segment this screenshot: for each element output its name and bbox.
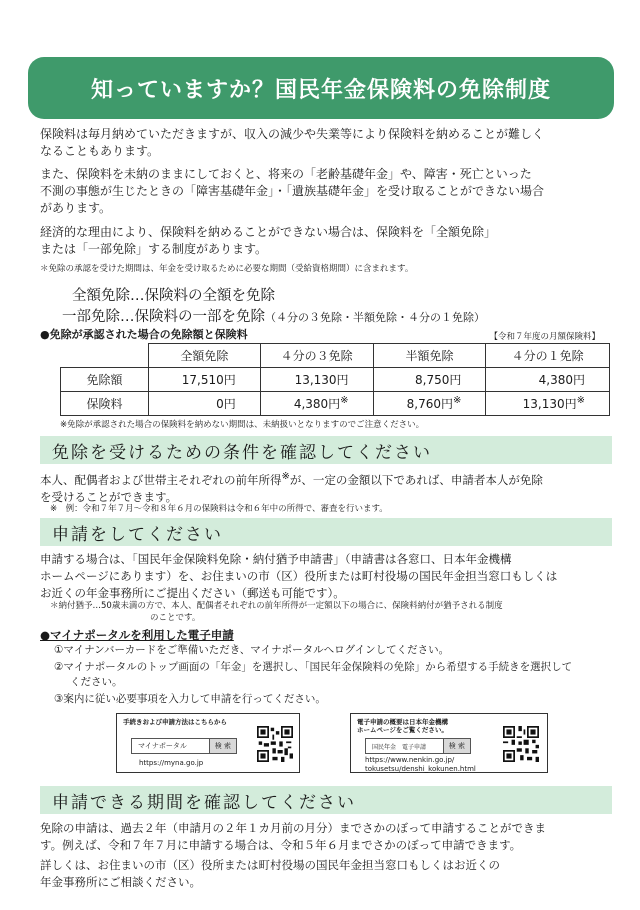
mynaportal-box-heading: 手続きおよび申請方法はこちらから	[123, 718, 227, 726]
column-header: 全額免除	[149, 344, 261, 368]
table-footnote: ※免除が承認された場合の保険料を納めない期間は、未納扱いとなりますのでご注意ください。	[60, 420, 425, 430]
nenkin-search-button[interactable]: 検 索	[443, 739, 470, 753]
table-corner	[61, 344, 149, 368]
full-exemption-line: 全額免除…保険料の全額を免除	[72, 288, 275, 304]
step-2-line2: ください。	[70, 676, 123, 688]
intro-p2-line1: また、保険料を未納のままにしておくと、将来の「老齢基礎年金」や、障害・死亡といった	[40, 167, 532, 181]
nenkin-search[interactable]	[365, 738, 471, 754]
conditions-mark: ※	[281, 471, 290, 482]
table-cell	[260, 368, 373, 392]
exemption-table	[60, 343, 610, 416]
table-row	[61, 392, 610, 416]
mynaportal-url[interactable]: https://myna.go.jp	[139, 759, 204, 767]
cell-value: 13,130円	[522, 397, 577, 411]
cell-value: 17,510円	[181, 373, 236, 387]
nenkin-box-heading-line2: ホームページをご覧ください。	[357, 726, 448, 734]
table-cell	[486, 392, 610, 416]
section-apply-title: 申請をしてください	[52, 524, 223, 545]
nenkin-search-text: 国民年金 電子申請	[372, 743, 427, 751]
page-title: 知っていますか？国民年金保険料の免除制度	[90, 77, 551, 103]
table-cell	[260, 392, 373, 416]
title-banner	[28, 57, 614, 119]
mynaportal-box	[116, 713, 300, 773]
qr-code-icon[interactable]	[257, 726, 293, 762]
apply-line2: ホームページにあります）を、お住まいの市（区）役所または町村役場の国民年金担当窓口もしくは	[40, 569, 558, 583]
section-apply-header	[40, 518, 612, 546]
intro-note: ＊免除の承認を受けた期間は、年金を受け取るために必要な期間（受給資格期間）に含まれます。	[40, 264, 414, 274]
conditions-paragraph	[40, 468, 610, 506]
section-conditions-title: 免除を受けるための条件を確認してください	[52, 442, 432, 463]
period-line2: す。例えば、令和７年７月に申請する場合は、令和５年６月までさかのぼって申請できます。	[40, 838, 522, 852]
conditions-line2: を受けることができます。	[40, 489, 178, 504]
intro-paragraph-3	[40, 224, 610, 258]
cell-value: 0円	[216, 397, 236, 411]
contact-paragraph	[40, 857, 610, 891]
table-cell	[373, 368, 486, 392]
table-row	[61, 368, 610, 392]
nenkin-box-heading	[357, 718, 448, 734]
section-period-title: 申請できる期間を確認してください	[52, 792, 356, 813]
table-cell	[149, 392, 261, 416]
period-line1: 免除の申請は、過去２年（申請月の２年１カ月前の月分）までさかのぼって申請することができま	[40, 821, 546, 835]
apply-paragraph	[40, 551, 610, 602]
cell-mark: ※	[452, 395, 462, 406]
apply-line1: 申請する場合は、「国民年金保険料免除・納付猶予申請書」（申請書は各窓口、日本年金機構	[40, 552, 512, 566]
mynaportal-heading: ●マイナポータルを利用した電子申請	[40, 628, 234, 642]
intro-paragraph-1	[40, 126, 610, 160]
nenkin-url-line1: https://www.nenkin.go.jp/	[365, 756, 455, 764]
cell-value: 13,130円	[294, 373, 349, 387]
partial-exemption-detail: （４分の３免除・半額免除・４分の１免除）	[265, 311, 485, 324]
nenkin-url-line2: tokusetsu/denshi_kokunen.html	[365, 765, 476, 773]
table-cell	[373, 392, 486, 416]
table-caption: 【令和７年度の月額保険料】	[489, 332, 600, 342]
partial-exemption-text: 一部免除…保険料の一部を免除	[62, 309, 265, 325]
column-header: ４分の１免除	[486, 344, 610, 368]
cell-value: 8,760円	[406, 397, 453, 411]
conditions-line1b: が、一定の金額以下であれば、申請者本人が免除	[289, 472, 543, 487]
conditions-line1	[40, 468, 610, 489]
step-2	[54, 660, 614, 690]
cell-mark: ※	[576, 395, 585, 406]
row-label: 免除額	[61, 368, 149, 392]
cell-value: 4,380円	[293, 397, 341, 411]
step-1: ①マイナンバーカードをご準備いただき、マイナポータルへログインしてください。	[54, 644, 450, 656]
qr-code-icon[interactable]	[503, 726, 539, 762]
contact-line1: 詳しくは、お住まいの市（区）役所または町村役場の国民年金担当窓口もしくはお近くの	[40, 858, 500, 872]
step-3: ③案内に従い必要事項を入力して申請を行ってください。	[54, 693, 326, 705]
step-2-line1: ②マイナポータルのトップ画面の「年金」を選択し、「国民年金保険料の免除」から希望する手続きを選択して	[54, 661, 573, 673]
period-paragraph	[40, 820, 610, 854]
table-cell	[486, 368, 610, 392]
deferral-note-line1: ＊納付猶予…50歳未満の方で、本人、配偶者それぞれの前年所得が一定額以下の場合に、保険料納付が猶予される制度	[50, 601, 503, 611]
cell-value: 4,380円	[538, 373, 585, 387]
apply-line3: お近くの年金事務所にご提出ください（郵送も可能です）。	[40, 586, 345, 600]
partial-exemption-line	[62, 305, 485, 326]
mynaportal-search[interactable]	[131, 738, 237, 754]
deferral-note	[50, 600, 610, 624]
column-header: 半額免除	[373, 344, 486, 368]
section-conditions-header	[40, 436, 612, 464]
intro-p2-line2: 不測の事態が生じたときの「障害基礎年金」・「遺族基礎年金」を受け取ることができない場合	[40, 184, 545, 198]
intro-p1-line2: なることもあります。	[40, 144, 160, 158]
intro-p3-line1: 経済的な理由により、保険料を納めることができない場合は、保険料を「全額免除」	[40, 225, 497, 239]
table-cell	[149, 368, 261, 392]
conditions-line1a: 本人、配偶者および世帯主それぞれの前年所得	[40, 472, 282, 487]
cell-mark: ※	[340, 395, 349, 406]
nenkin-url[interactable]	[365, 756, 476, 774]
deferral-note-line2: のことです。	[150, 613, 201, 623]
mynaportal-search-text: マイナポータル	[138, 742, 187, 750]
column-header: ４分の３免除	[260, 344, 373, 368]
intro-p1-line1: 保険料は毎月納めていただきますが、収入の減少や失業等により保険料を納めることが難しく	[40, 127, 545, 141]
mynaportal-search-button[interactable]: 検 索	[209, 739, 236, 753]
intro-p2-line3: があります。	[40, 201, 112, 215]
cell-value: 8,750円	[415, 373, 462, 387]
row-label: 保険料	[61, 392, 149, 416]
table-heading: ●免除が承認された場合の免除額と保険料	[40, 328, 248, 341]
conditions-note: ※ 例：令和７年７月～令和８年６月の保険料は令和６年中の所得で、審査を行います。	[50, 504, 388, 514]
section-period-header	[40, 786, 612, 814]
intro-p3-line2: または「一部免除」する制度があります。	[40, 242, 268, 256]
nenkin-box-heading-line1: 電子申請の概要は日本年金機構	[357, 718, 448, 726]
intro-paragraph-2	[40, 166, 610, 217]
nenkin-box	[350, 713, 548, 773]
contact-line2: 年金事務所にご相談ください。	[40, 875, 201, 889]
table-header-row	[61, 344, 610, 368]
